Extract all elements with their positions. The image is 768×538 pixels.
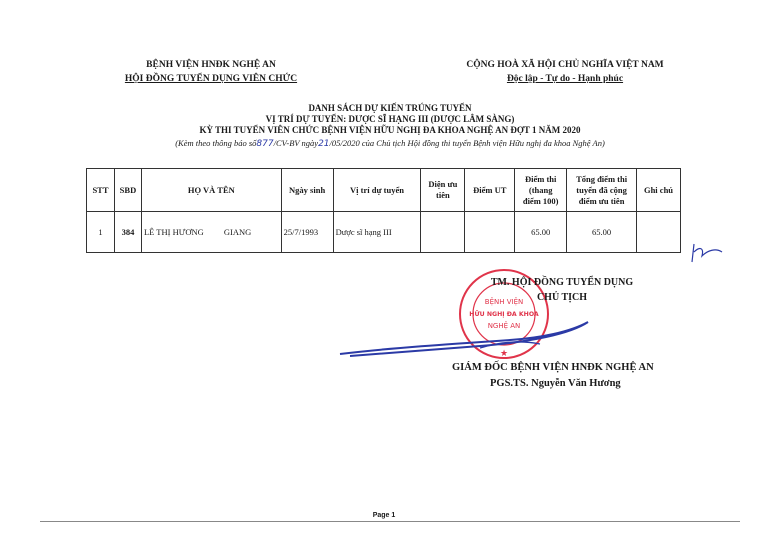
note-suffix: /05/2020 của Chủ tịch Hội đồng thi tuyển Bệnh viện Hữu nghị đa khoa Nghệ An)	[329, 138, 605, 148]
exam-title: KỲ THI TUYỂN VIÊN CHỨC BỆNH VIỆN HỮU NGHỊ ĐA KHOA NGHỆ AN ĐỢT 1 NĂM 2020	[199, 125, 581, 135]
list-title: DANH SÁCH DỰ KIẾN TRÚNG TUYỂN	[308, 103, 472, 113]
cell-ut-score	[465, 212, 515, 253]
col-dob: Ngày sinh	[281, 169, 333, 212]
country-name: CỘNG HOÀ XÃ HỘI CHỦ NGHĨA VIỆT NAM	[466, 60, 664, 70]
cell-priority	[421, 212, 465, 253]
director-title: GIÁM ĐỐC BỆNH VIỆN HNĐK NGHỆ AN	[452, 362, 654, 373]
cell-first: GIANG	[223, 227, 252, 237]
motto: Độc lập - Tự do - Hạnh phúc	[506, 74, 624, 84]
col-priority-l2: tiên	[436, 190, 450, 200]
col-total-l2: tuyển đã cộng	[576, 184, 627, 195]
table-header-row	[87, 169, 681, 212]
cell-note	[637, 212, 681, 253]
header-right	[440, 58, 690, 86]
footer-divider	[40, 521, 740, 522]
cell-stt: 1	[87, 212, 115, 253]
col-sbd: SBD	[114, 169, 141, 212]
cell-dob: 25/7/1993	[281, 212, 333, 253]
cell-sbd: 384	[114, 212, 141, 253]
col-priority-l1: Diện ưu	[428, 179, 458, 189]
cell-total: 65.00	[567, 212, 637, 253]
stamp-line3: NGHỆ AN	[487, 322, 521, 330]
signature-org: TM. HỘI ĐỒNG TUYỂN DỤNG	[490, 277, 634, 288]
stamp-line1: BỆNH VIỆN	[484, 298, 524, 306]
table-row	[87, 212, 681, 253]
header-left	[96, 58, 326, 86]
cell-score: 65.00	[515, 212, 567, 253]
col-score	[515, 169, 567, 212]
cell-position: Dược sĩ hạng III	[333, 212, 421, 253]
signature-scribble	[330, 318, 600, 368]
page-number: Page 1	[372, 512, 396, 519]
initial-scribble	[686, 238, 726, 268]
col-score-l3: điểm 100)	[522, 195, 559, 206]
col-name: HỌ VÀ TÊN	[141, 169, 281, 212]
col-priority	[421, 169, 465, 212]
document-titles	[90, 103, 690, 136]
col-ut-score: Điểm UT	[465, 169, 515, 212]
position-title: VỊ TRÍ DỰ TUYỂN: DƯỢC SĨ HẠNG III (DƯỢC LÂM SÀNG)	[265, 114, 515, 124]
signature-role: CHỦ TỊCH	[536, 292, 588, 303]
handwritten-day: 21	[318, 139, 330, 149]
col-note: Ghi chú	[637, 169, 681, 212]
director-name: PGS.TS. Nguyễn Văn Hương	[490, 378, 621, 389]
note-mid: /CV-BV ngày	[273, 138, 319, 148]
council-name: HỘI ĐỒNG TUYỂN DỤNG VIÊN CHỨC	[124, 74, 298, 84]
stamp-line2: HỮU NGHỊ ĐA KHOA	[469, 311, 539, 318]
candidate-table	[86, 168, 681, 253]
svg-text:★: ★	[499, 349, 509, 359]
col-score-l1: Điểm thi	[524, 173, 557, 184]
note-prefix: (Kèm theo thông báo số	[175, 138, 257, 148]
col-position: Vị trí dự tuyển	[333, 169, 421, 212]
col-total-l3: điểm ưu tiên	[578, 195, 625, 206]
col-total-l1: Tổng điểm thi	[576, 173, 628, 184]
col-total	[567, 169, 637, 212]
col-stt: STT	[87, 169, 115, 212]
reference-note	[90, 137, 690, 150]
cell-last-middle: LÊ THỊ HƯƠNG	[143, 227, 204, 237]
handwritten-doc-number: 877	[256, 139, 274, 149]
hospital-name: BỆNH VIỆN HNĐK NGHỆ AN	[146, 60, 276, 70]
cell-name	[141, 212, 281, 253]
col-score-l2: (thang	[528, 184, 553, 195]
